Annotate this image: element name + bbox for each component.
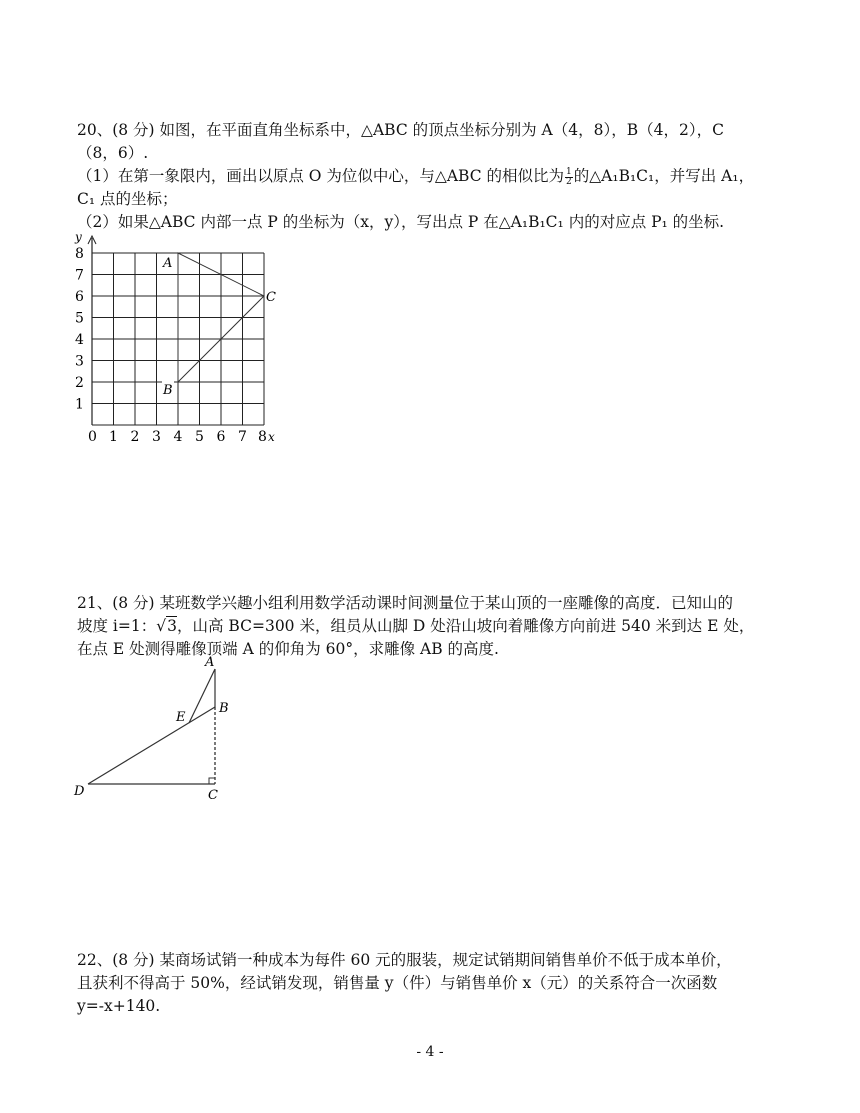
x-tick-0: 0: [88, 429, 97, 445]
label-c: C: [208, 788, 218, 802]
q20-line-3: [77, 166, 754, 187]
fraction-numerator: 1: [566, 166, 572, 177]
x-tick-7: 7: [238, 429, 247, 445]
q22-line-2: 且获利不得高于 50%，经试销发现，销售量 y（件）与销售单价 x（元）的关系符合一次函数: [77, 974, 718, 992]
fraction-denominator: 2: [566, 176, 572, 187]
sqrt-symbol: √: [156, 617, 167, 635]
y-tick-7: 7: [75, 267, 84, 284]
x-tick-1: 1: [109, 429, 118, 445]
q21-mountain-figure: [70, 652, 240, 802]
q20-line-3-pre: （1）在第一象限内，画出以原点 O 为位似中心，与△ABC 的相似比为: [77, 167, 565, 185]
x-tick-8: 8: [258, 429, 267, 445]
q21-line-2: [77, 616, 754, 636]
y-tick-8: 8: [75, 246, 84, 262]
label-e: E: [176, 710, 186, 725]
page-number: - 4 -: [416, 1044, 444, 1060]
x-tick-4: 4: [173, 429, 183, 445]
y-tick-3: 3: [75, 353, 84, 370]
q20-line-2: （8，6）.: [77, 144, 149, 162]
q21-line-2-pre: 坡度 i=1：: [77, 617, 157, 635]
q20-line-1: 20、(8 分) 如图，在平面直角坐标系中，△ABC 的顶点坐标分别为 A（4，8），B（4，2），C: [77, 121, 724, 139]
y-tick-6: 6: [75, 289, 84, 305]
ratio-fraction: [565, 168, 573, 187]
y-tick-4: 4: [75, 332, 84, 348]
x-tick-5: 5: [195, 429, 204, 445]
point-a-label: A: [163, 256, 173, 271]
q20-line-5: （2）如果△ABC 内部一点 P 的坐标为（x，y），写出点 P 在△A₁B₁C₁ 内的对应点 P₁ 的坐标.: [77, 213, 725, 231]
x-axis-label: x: [268, 430, 275, 444]
q20-coordinate-figure: [72, 230, 287, 445]
q22-line-3: y=-x+140.: [77, 997, 161, 1015]
label-a: A: [205, 655, 215, 670]
y-tick-1: 1: [75, 396, 84, 413]
q22-line-1: 22、(8 分) 某商场试销一种成本为每件 60 元的服装，规定试销期间销售单价不低于成本单价，: [77, 951, 732, 969]
y-tick-5: 5: [75, 310, 84, 327]
q20-line-4: C₁ 点的坐标；: [77, 190, 178, 208]
y-tick-2: 2: [75, 375, 84, 391]
q21-line-2-post: ，山高 BC=300 米，组员从山脚 D 处沿山坡向着雕像方向前进 540 米到达 E 处，: [177, 617, 755, 635]
point-b-label: B: [163, 383, 173, 398]
q20-line-3-post: 的△A₁B₁C₁，并写出 A₁，: [573, 167, 755, 185]
x-tick-6: 6: [216, 429, 226, 445]
x-tick-2: 2: [130, 429, 140, 445]
q21-line-3: 在点 E 处测得雕像顶端 A 的仰角为 60°，求雕像 AB 的高度.: [77, 640, 499, 658]
q21-line-1: 21、(8 分) 某班数学兴趣小组利用数学活动课时间测量位于某山顶的一座雕像的高度．已知山的: [77, 594, 734, 612]
x-tick-3: 3: [152, 429, 161, 445]
y-axis-label: y: [75, 230, 82, 244]
label-d: D: [74, 784, 85, 799]
sqrt-value: 3: [167, 617, 177, 635]
label-b: B: [219, 701, 229, 716]
point-c-label: C: [266, 290, 276, 305]
